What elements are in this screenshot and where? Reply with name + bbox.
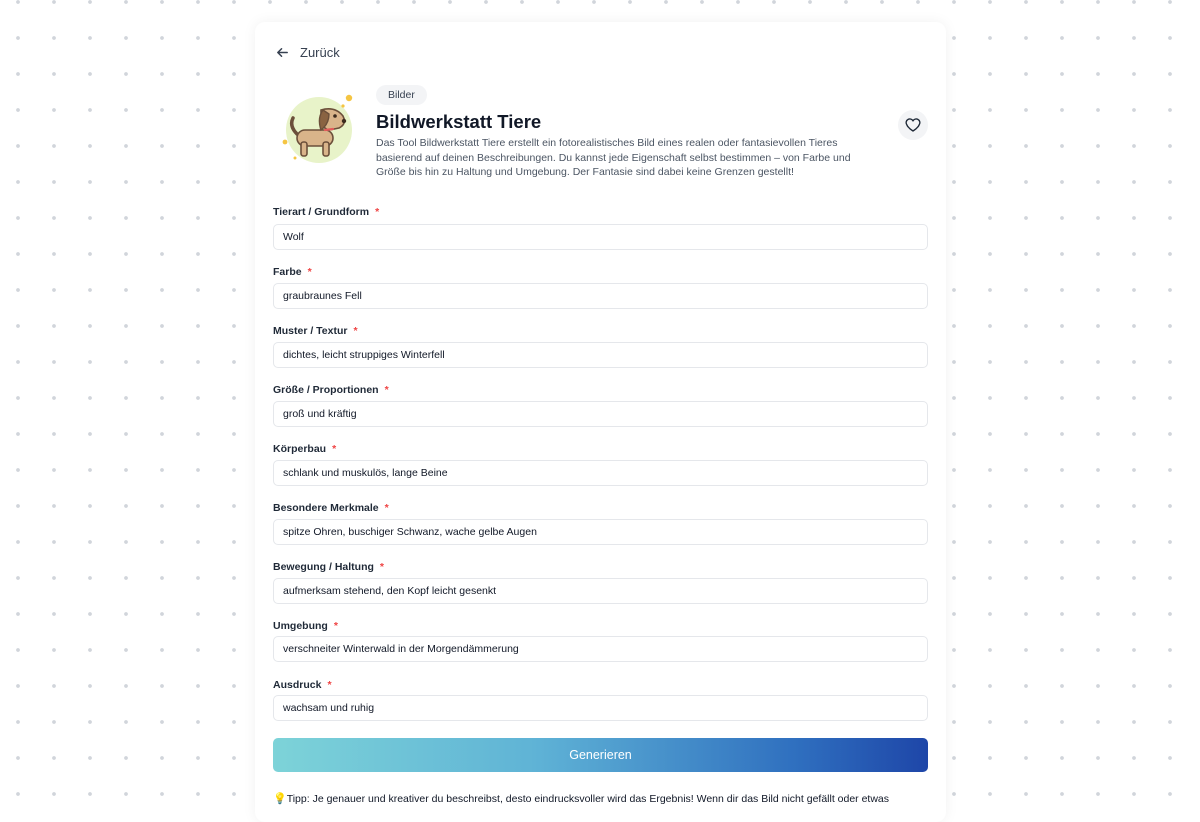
tool-card <box>255 22 946 822</box>
page-title: Bildwerkstatt Tiere <box>376 111 542 132</box>
required-marker: * <box>327 679 332 691</box>
required-marker: * <box>375 206 380 218</box>
required-marker: * <box>307 266 312 278</box>
field-label-ausdruck: Ausdruck * <box>273 679 332 691</box>
field-label-merkmale: Besondere Merkmale * <box>273 502 389 514</box>
koerperbau-input[interactable] <box>273 460 928 486</box>
muster-input[interactable] <box>273 342 928 368</box>
required-marker: * <box>384 384 389 396</box>
generate-button[interactable]: Generieren <box>273 738 928 772</box>
tip-body: Tipp: Je genauer und kreativer du beschreibst, desto eindrucksvoller wird das Ergebnis! Wenn dir das Bild nicht gefällt oder etwas <box>286 793 890 805</box>
field-label-tierart: Tierart / Grundform * <box>273 206 380 218</box>
back-label: Zurück <box>300 44 340 60</box>
arrow-left-icon <box>275 45 290 60</box>
required-marker: * <box>333 620 338 632</box>
required-marker: * <box>353 325 358 337</box>
back-link[interactable] <box>275 42 340 62</box>
required-marker: * <box>384 502 389 514</box>
tip-text <box>273 792 928 805</box>
field-label-haltung: Bewegung / Haltung * <box>273 561 385 573</box>
favorite-button[interactable] <box>898 110 928 140</box>
category-badge: Bilder <box>376 85 427 105</box>
tierart-input[interactable] <box>273 224 928 250</box>
umgebung-input[interactable] <box>273 636 928 662</box>
field-label-umgebung: Umgebung * <box>273 620 338 632</box>
tool-description: Das Tool Bildwerkstatt Tiere erstellt ein fotorealistisches Bild eines realen oder fantasievollen Tieres basierend auf deinen Beschreibungen. Du kannst jede Eigenschaft selbst bestimmen – von Farbe und Größe bis hin zu Haltung und Umgebung. Der Fantasie sind dabei keine Grenzen gestellt! <box>376 137 851 178</box>
lightbulb-icon: 💡 <box>273 793 287 805</box>
haltung-input[interactable] <box>273 578 928 604</box>
groesse-input[interactable] <box>273 401 928 427</box>
field-label-farbe: Farbe * <box>273 266 312 278</box>
required-marker: * <box>379 561 385 573</box>
heart-icon <box>904 116 922 134</box>
field-label-koerperbau: Körperbau * <box>273 443 337 455</box>
required-marker: * <box>332 443 337 455</box>
farbe-input[interactable] <box>273 283 928 309</box>
field-label-muster: Muster / Textur * <box>273 325 358 337</box>
field-label-groesse: Größe / Proportionen * <box>273 384 389 396</box>
dog-icon <box>281 88 357 168</box>
ausdruck-input[interactable] <box>273 695 928 721</box>
merkmale-input[interactable] <box>273 519 928 545</box>
